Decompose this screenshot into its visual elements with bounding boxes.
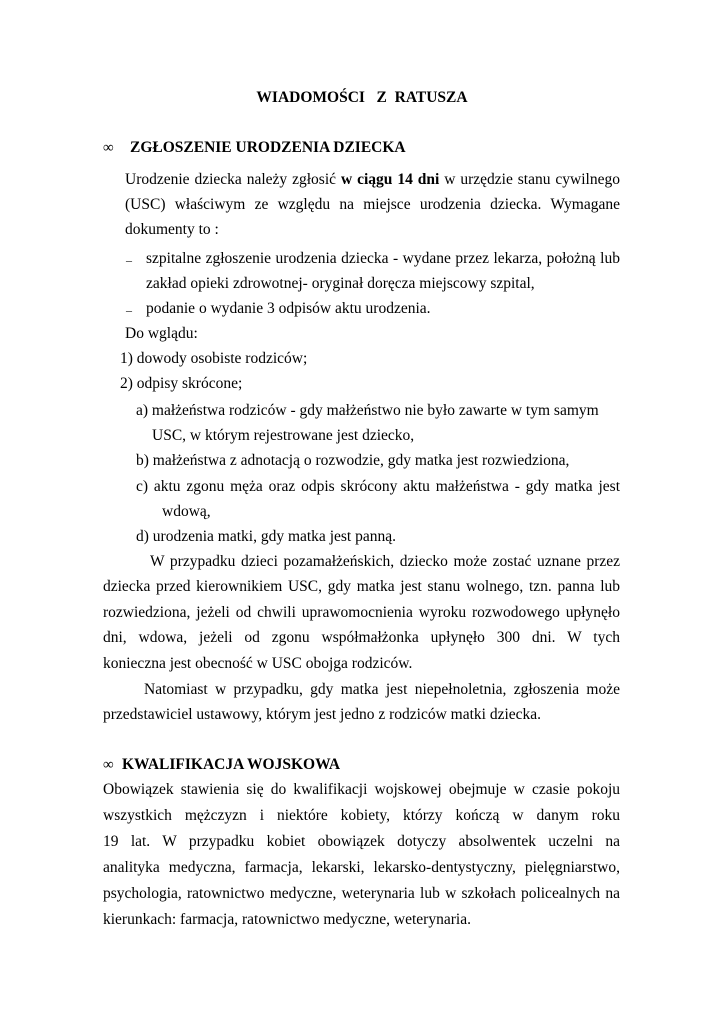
doc-item-1-line-2: zakład opieki zdrowotnej- oryginał doręcza miejscowy szpital,: [146, 275, 535, 292]
military-line-4: analityka medyczna, farmacja, lekarski, lekarsko-dentystyczny, pielęgniarstwo,: [103, 859, 620, 876]
sub-item-a-line-2: USC, w którym rejestrowane jest dziecko,: [152, 427, 415, 444]
paragraph-1-line-2: dziecka przed kierownikiem USC, gdy matka jest stanu wolnego, tzn. panna lub: [103, 578, 620, 595]
military-line-5: psychologia, ratownictwo medyczne, weterynaria lub w szkołach policealnych na: [103, 885, 620, 902]
paragraph-1-line-1: W przypadku dzieci pozamałżeńskich, dziecko może zostać uznane przez: [150, 553, 620, 570]
sub-item-d: d) urodzenia matki, gdy matka jest panną.: [136, 528, 396, 545]
paragraph-1-line-4: dni, wdowa, jeżeli od zgonu współmałżonka upłynęło 300 dni. W tych: [103, 629, 620, 646]
infinity-bullet-icon: ∞: [103, 140, 114, 156]
sub-item-c-line-1: c) aktu zgonu męża oraz odpis skrócony aktu małżeństwa - gdy matka jest: [136, 478, 620, 495]
paragraph-1-line-5: konieczna jest obecność w USC obojga rodziców.: [103, 655, 413, 672]
paragraph-2-line-2: przedstawiciel ustawowy, którym jest jedno z rodziców matki dziecka.: [103, 706, 542, 723]
dash-bullet-icon: –: [126, 303, 132, 317]
section-heading-birth: ZGŁOSZENIE URODZENIA DZIECKA: [130, 139, 406, 156]
page-title: WIADOMOŚCI Z RATUSZA: [256, 89, 468, 106]
inspection-item-2: 2) odpisy skrócone;: [120, 375, 243, 392]
birth-intro-line-2: (USC) właściwym ze względu na miejsce urodzenia dziecka. Wymagane: [125, 196, 620, 213]
dash-bullet-icon: –: [126, 253, 132, 267]
military-line-3: 19 lat. W przypadku kobiet obowiązek dotyczy absolwentek uczelni na: [103, 833, 620, 850]
for-inspection-label: Do wglądu:: [125, 325, 198, 342]
doc-item-1-line-1: szpitalne zgłoszenie urodzenia dziecka - wydane przez lekarza, położną lub: [146, 250, 620, 267]
birth-intro-line-3: dokumenty to :: [125, 221, 219, 238]
birth-intro-line-1: Urodzenie dziecka należy zgłosić w ciągu 14 dni w urzędzie stanu cywilnego: [125, 171, 620, 188]
military-line-1: Obowiązek stawienia się do kwalifikacji wojskowej obejmuje w czasie pokoju: [103, 781, 620, 798]
infinity-bullet-icon: ∞: [103, 757, 114, 773]
sub-item-c-line-2: wdową,: [162, 503, 211, 520]
doc-item-2: podanie o wydanie 3 odpisów aktu urodzenia.: [146, 300, 431, 317]
sub-item-b: b) małżeństwa z adnotacją o rozwodzie, gdy matka jest rozwiedziona,: [136, 452, 570, 469]
military-line-2: wszystkich mężczyzn i niektóre kobiety, którzy kończą w danym roku: [103, 807, 620, 824]
sub-item-a-line-1: a) małżeństwa rodziców - gdy małżeństwo nie było zawarte w tym samym: [136, 402, 599, 419]
inspection-item-1: 1) dowody osobiste rodziców;: [120, 350, 308, 367]
section-heading-military: KWALIFIKACJA WOJSKOWA: [122, 756, 341, 773]
paragraph-2-line-1: Natomiast w przypadku, gdy matka jest niepełnoletnia, zgłoszenia może: [144, 681, 620, 698]
paragraph-1-line-3: rozwiedziona, jeżeli od chwili uprawomocnienia wyroku rozwodowego upłynęło: [103, 604, 620, 621]
military-line-6: kierunkach: farmacja, ratownictwo medyczne, weterynaria.: [103, 911, 471, 928]
